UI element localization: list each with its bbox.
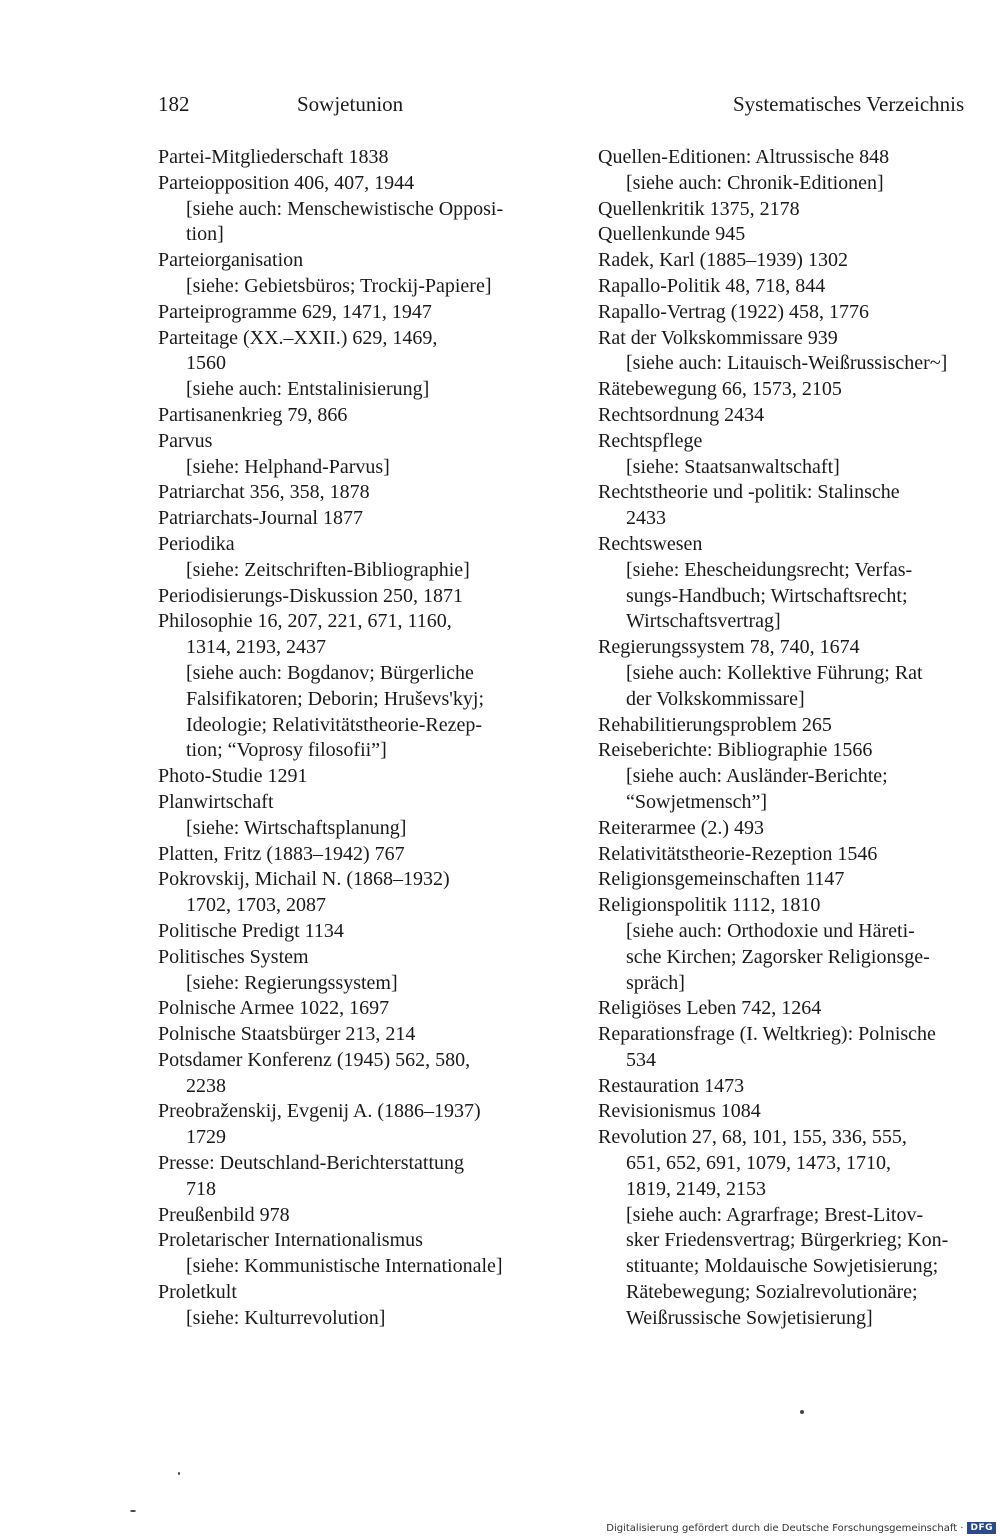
- index-entry: Rechtswesen: [598, 532, 703, 555]
- index-entry: Preobraženskij, Evgenij A. (1886–1937): [158, 1100, 481, 1123]
- index-entry: Rätebewegung 66, 1573, 2105: [598, 378, 842, 401]
- index-entry: Parteiopposition 406, 407, 1944: [158, 171, 415, 194]
- index-entry: Potsdamer Konferenz (1945) 562, 580,: [158, 1048, 471, 1071]
- index-entry: Politisches System: [158, 945, 309, 968]
- index-entry: Reiterarmee (2.) 493: [598, 816, 765, 839]
- scan-speck: [800, 1410, 804, 1414]
- index-entry: Rapallo-Politik 48, 718, 844: [598, 274, 826, 297]
- index-subline: [siehe: Zeitschriften-Bibliographie]: [186, 558, 470, 581]
- index-subline: 2238: [186, 1074, 226, 1097]
- index-entry: Radek, Karl (1885–1939) 1302: [598, 249, 848, 272]
- index-subline: 1314, 2193, 2437: [186, 636, 326, 659]
- index-entry: Partisanenkrieg 79, 866: [158, 403, 348, 426]
- index-entry: Periodisierungs-Diskussion 250, 1871: [158, 584, 463, 607]
- index-subline: spräch]: [626, 971, 685, 994]
- index-subline: sker Friedensvertrag; Bürgerkrieg; Kon-: [626, 1229, 949, 1252]
- index-subline: 1819, 2149, 2153: [626, 1177, 766, 1200]
- digitization-footer: [606, 1518, 1000, 1538]
- footer-credit: Digitalisierung gefördert durch die Deutsche Forschungsgemeinschaft ·: [606, 1522, 964, 1534]
- index-entry: Relativitätstheorie-Rezeption 1546: [598, 842, 878, 865]
- index-subline: “Sowjetmensch”]: [626, 790, 768, 813]
- index-subline: stituante; Moldauische Sowjetisierung;: [626, 1255, 939, 1278]
- index-column-right: [598, 145, 998, 1332]
- index-subline: 718: [186, 1177, 216, 1200]
- index-subline: [siehe: Helphand-Parvus]: [186, 455, 390, 478]
- index-entry: Presse: Deutschland-Berichterstattung: [158, 1152, 465, 1175]
- scan-speck: [130, 1510, 136, 1512]
- index-entry: Rechtstheorie und -politik: Stalinsche: [598, 481, 900, 504]
- index-subline: [siehe auch: Agrarfrage; Brest-Litov-: [626, 1203, 924, 1226]
- index-entry: Reparationsfrage (I. Weltkrieg): Polnische: [598, 1023, 936, 1046]
- page-number: 182: [158, 92, 190, 116]
- index-entry: Photo-Studie 1291: [158, 765, 308, 788]
- index-entry: Parvus: [158, 429, 213, 452]
- index-entry: Revisionismus 1084: [598, 1100, 761, 1123]
- index-subline: tion; “Voprosy filosofii”]: [186, 739, 387, 762]
- index-subline: [siehe auch: Litauisch-Weißrussischer~]: [626, 352, 948, 375]
- index-entry: Restauration 1473: [598, 1074, 745, 1097]
- index-entry: Quellenkritik 1375, 2178: [598, 197, 800, 220]
- index-entry: Pokrovskij, Michail N. (1868–1932): [158, 868, 450, 891]
- index-subline: [siehe: Gebietsbüros; Trockij-Papiere]: [186, 274, 492, 297]
- index-entry: Philosophie 16, 207, 221, 671, 1160,: [158, 610, 452, 633]
- index-subline: 651, 652, 691, 1079, 1473, 1710,: [626, 1152, 891, 1175]
- index-subline: Ideologie; Relativitätstheorie-Rezep-: [186, 713, 482, 736]
- index-entry: Rat der Volkskommissare 939: [598, 326, 838, 349]
- index-entry: Rechtspflege: [598, 429, 703, 452]
- index-subline: Falsifikatoren; Deborin; Hruševs'kyj;: [186, 687, 484, 710]
- index-subline: [siehe: Wirtschaftsplanung]: [186, 816, 407, 839]
- index-subline: 2433: [626, 507, 666, 530]
- index-subline: [siehe: Kulturrevolution]: [186, 1306, 386, 1329]
- index-subline: [siehe auch: Entstalinisierung]: [186, 378, 430, 401]
- index-entry: Proletarischer Internationalismus: [158, 1229, 423, 1252]
- index-entry: Proletkult: [158, 1281, 237, 1304]
- index-subline: [siehe auch: Menschewistische Opposi-: [186, 197, 504, 220]
- index-entry: Periodika: [158, 532, 235, 555]
- index-entry: Regierungssystem 78, 740, 1674: [598, 636, 860, 659]
- index-column-left: [158, 145, 563, 1332]
- index-entry: Religionsgemeinschaften 1147: [598, 868, 845, 891]
- index-subline: 1560: [186, 352, 226, 375]
- index-subline: [siehe auch: Bogdanov; Bürgerliche: [186, 661, 474, 684]
- index-entry: Patriarchat 356, 358, 1878: [158, 481, 370, 504]
- index-entry: Platten, Fritz (1883–1942) 767: [158, 842, 405, 865]
- index-subline: Rätebewegung; Sozialrevolutionäre;: [626, 1281, 918, 1304]
- index-subline: [siehe: Staatsanwaltschaft]: [626, 455, 840, 478]
- scan-speck: [178, 1472, 180, 1475]
- page-header: [0, 92, 1000, 122]
- dfg-logo: DFG: [967, 1522, 996, 1534]
- index-subline: Wirtschaftsvertrag]: [626, 610, 781, 633]
- index-entry: Rechtsordnung 2434: [598, 403, 765, 426]
- index-entry: Politische Predigt 1134: [158, 919, 344, 942]
- section-title: Systematisches Verzeichnis: [733, 92, 965, 116]
- index-subline: [siehe: Ehescheidungsrecht; Verfas-: [626, 558, 913, 581]
- running-title: Sowjetunion: [297, 92, 404, 116]
- index-entry: Quellenkunde 945: [598, 223, 746, 246]
- index-entry: Rapallo-Vertrag (1922) 458, 1776: [598, 300, 870, 323]
- index-entry: Religiöses Leben 742, 1264: [598, 997, 822, 1020]
- index-subline: [siehe: Kommunistische Internationale]: [186, 1255, 503, 1278]
- index-entry: Polnische Staatsbürger 213, 214: [158, 1023, 416, 1046]
- index-entry: Religionspolitik 1112, 1810: [598, 894, 821, 917]
- index-entry: Reiseberichte: Bibliographie 1566: [598, 739, 873, 762]
- index-subline: sungs-Handbuch; Wirtschaftsrecht;: [626, 584, 908, 607]
- index-subline: [siehe auch: Orthodoxie und Häreti-: [626, 919, 915, 942]
- index-entry: Polnische Armee 1022, 1697: [158, 997, 390, 1020]
- index-entry: Quellen-Editionen: Altrussische 848: [598, 146, 890, 168]
- index-subline: [siehe: Regierungssystem]: [186, 971, 398, 994]
- index-entry: Preußenbild 978: [158, 1203, 290, 1226]
- index-subline: [siehe auch: Ausländer-Berichte;: [626, 765, 888, 788]
- index-subline: 534: [626, 1048, 656, 1071]
- index-subline: sche Kirchen; Zagorsker Religionsge-: [626, 945, 930, 968]
- index-subline: der Volkskommissare]: [626, 687, 805, 710]
- index-subline: tion]: [186, 223, 224, 246]
- index-entry: Rehabilitierungsproblem 265: [598, 713, 832, 736]
- index-entry: Patriarchats-Journal 1877: [158, 507, 363, 530]
- index-subline: [siehe auch: Kollektive Führung; Rat: [626, 661, 923, 684]
- index-entry: Revolution 27, 68, 101, 155, 336, 555,: [598, 1126, 907, 1149]
- index-subline: 1729: [186, 1126, 226, 1149]
- index-entry: Parteitage (XX.–XXII.) 629, 1469,: [158, 326, 438, 349]
- index-subline: Weißrussische Sowjetisierung]: [626, 1306, 873, 1329]
- index-subline: 1702, 1703, 2087: [186, 894, 326, 917]
- index-entry: Parteiprogramme 629, 1471, 1947: [158, 300, 432, 323]
- index-entry: Planwirtschaft: [158, 790, 274, 813]
- index-subline: [siehe auch: Chronik-Editionen]: [626, 171, 884, 194]
- index-entry: Parteiorganisation: [158, 249, 304, 272]
- index-entry: Partei-Mitgliederschaft 1838: [158, 146, 389, 168]
